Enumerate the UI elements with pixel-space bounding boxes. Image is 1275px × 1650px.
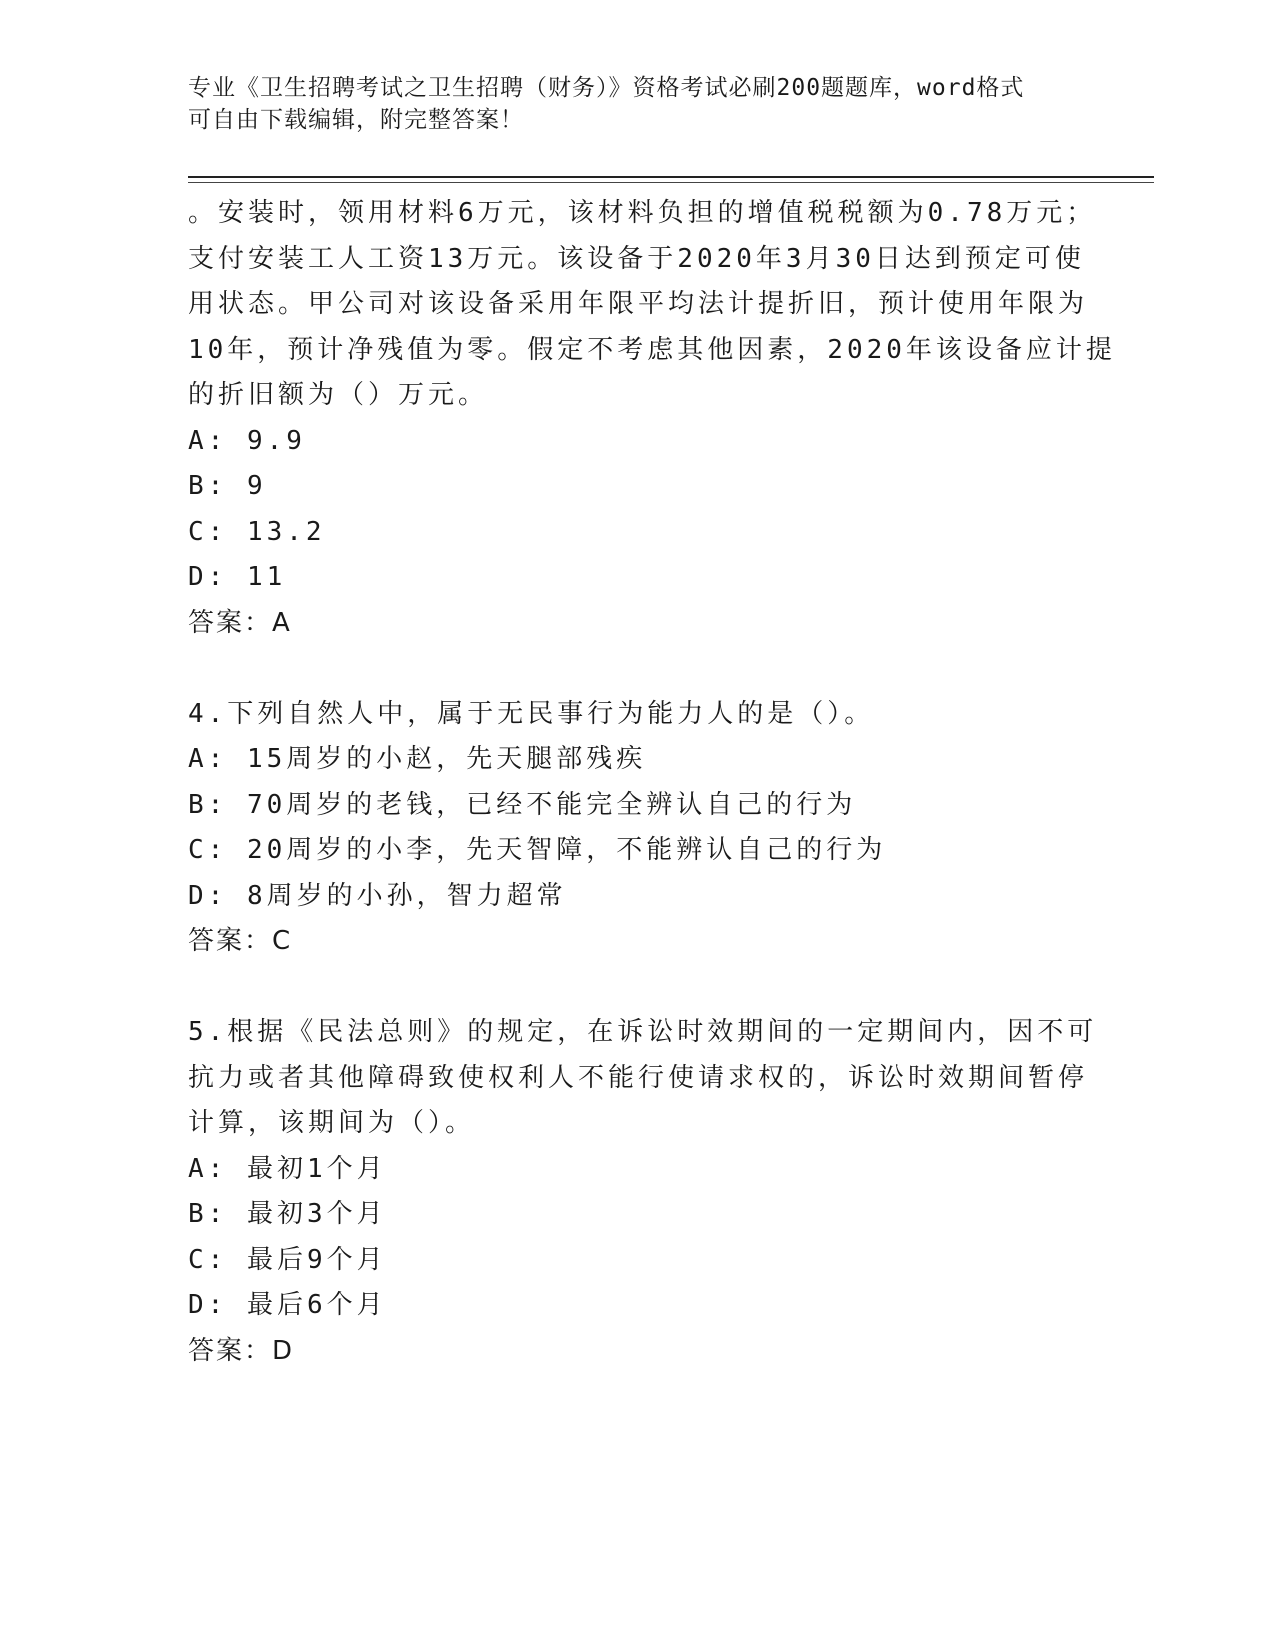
option-a: A: 15周岁的小赵，先天腿部残疾 <box>188 744 647 774</box>
option-d: D: 最后6个月 <box>188 1290 387 1320</box>
option-b: B: 70周岁的老钱，已经不能完全辨认自己的行为 <box>188 789 857 820</box>
header-line: 专业《卫生招聘考试之卫生招聘（财务）》资格考试必刷200题题库，word格式 <box>188 75 1025 101</box>
option-c: C: 最后9个月 <box>188 1244 387 1275</box>
answer-label: 答案：C <box>188 926 293 956</box>
answer-label: 答案：D <box>188 1335 295 1366</box>
option-c: C: 20周岁的小李，先天智障，不能辨认自己的行为 <box>188 835 887 865</box>
option-d: D: 8周岁的小孙，智力超常 <box>188 880 567 911</box>
option-a: A: 9.9 <box>188 425 306 456</box>
question-stem-line: 。安装时，领用材料6万元，该材料负担的增值税税额为0.78万元； <box>188 198 1097 228</box>
answer-label: 答案：A <box>188 607 292 638</box>
question-5 <box>188 1010 1098 1374</box>
spacer <box>188 646 1088 692</box>
question-4 <box>188 692 1088 965</box>
question-stem-line: 支付安装工人工资13万元。该设备于2020年3月30日达到预定可使 <box>188 243 1085 274</box>
document-header <box>188 72 1068 136</box>
question-stem-line: 计算，该期间为（）。 <box>188 1108 476 1138</box>
spacer <box>188 965 1088 1011</box>
document-body <box>188 191 1116 1374</box>
option-d: D: 11 <box>188 562 287 592</box>
header-divider-thick <box>188 176 1154 178</box>
question-3 <box>188 191 1116 646</box>
question-stem-line: 10年，预计净残值为零。假定不考虑其他因素，2020年该设备应计提 <box>188 334 1116 365</box>
question-stem-line: 的折旧额为（）万元。 <box>188 380 489 410</box>
question-stem-line: 用状态。甲公司对该设备采用年限平均法计提折旧，预计使用年限为 <box>188 289 1089 319</box>
option-b: B: 最初3个月 <box>188 1199 387 1229</box>
header-line: 可自由下载编辑，附完整答案！ <box>188 107 524 133</box>
question-stem-line: 4.下列自然人中，属于无民事行为能力人的是（）。 <box>188 698 875 729</box>
option-b: B: 9 <box>188 471 267 501</box>
option-a: A: 最初1个月 <box>188 1153 387 1184</box>
header-divider-thin <box>188 182 1154 183</box>
question-stem-line: 抗力或者其他障碍致使权利人不能行使请求权的，诉讼时效期间暂停 <box>188 1062 1089 1093</box>
option-c: C: 13.2 <box>188 516 326 547</box>
question-stem-line: 5.根据《民法总则》的规定，在诉讼时效期间的一定期间内，因不可 <box>188 1017 1098 1047</box>
